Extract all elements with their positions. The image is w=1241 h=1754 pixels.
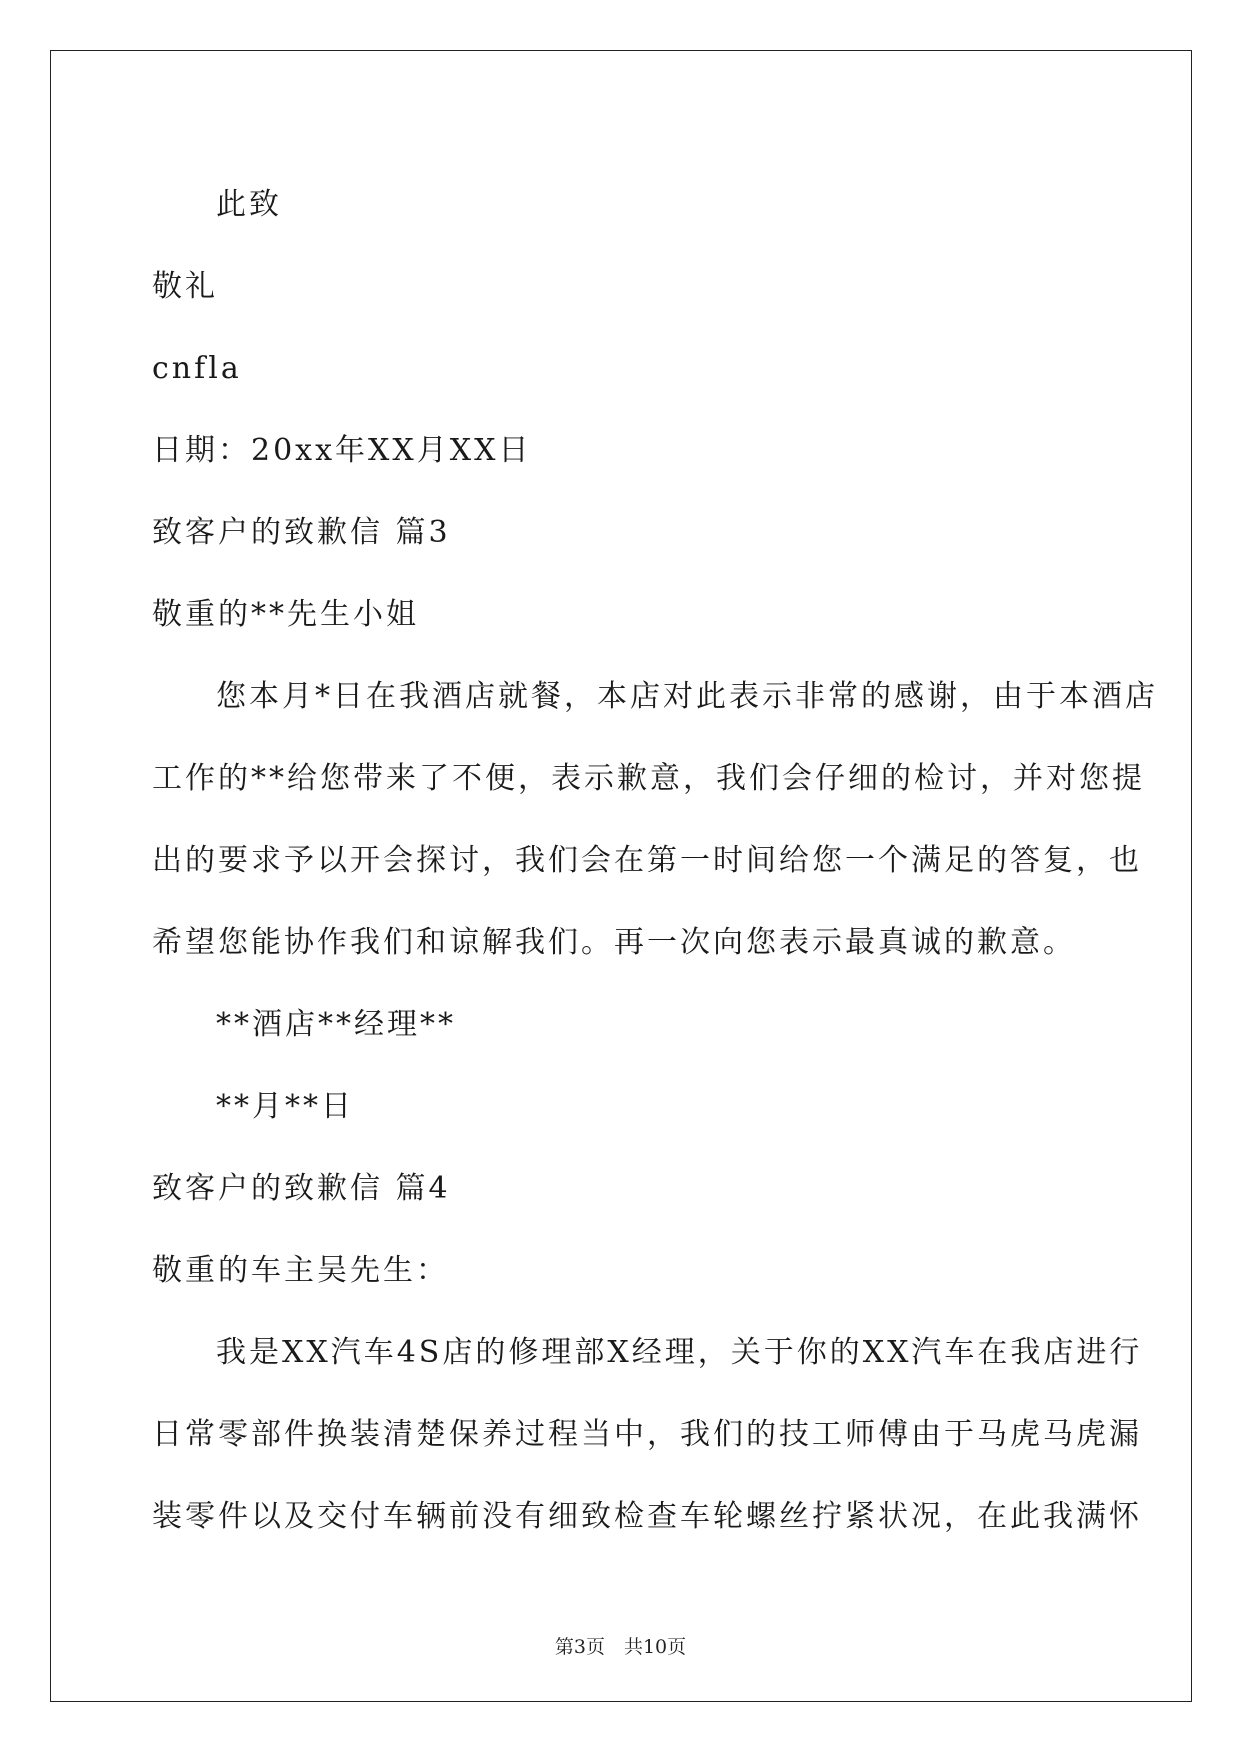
date-3: **月**日: [216, 1089, 354, 1124]
paragraph-4-line: 装零件以及交付车辆前没有细致检查车轮螺丝拧紧状况，在此我满怀: [152, 1499, 1142, 1534]
greeting-4: 敬重的车主吴先生：: [152, 1253, 449, 1288]
paragraph-3-line: 出的要求予以开会探讨，我们会在第一时间给您一个满足的答复，也: [152, 843, 1142, 878]
greeting-3: 敬重的**先生小姐: [152, 597, 419, 632]
letter-body: [152, 164, 1158, 1558]
closing-cizhi: 此致: [216, 187, 282, 222]
paragraph-4-line: 我是XX汽车4S店的修理部X经理，关于你的XX汽车在我店进行: [216, 1335, 1143, 1370]
page-number-footer: 第3页 共10页: [554, 1636, 687, 1658]
paragraph-3: [152, 656, 1158, 984]
section-heading-4: 致客户的致歉信 篇4: [152, 1171, 451, 1206]
paragraph-4: [152, 1312, 1143, 1558]
section-heading-3: 致客户的致歉信 篇3: [152, 515, 451, 550]
sender-name: cnfla: [152, 351, 242, 386]
paragraph-3-line: 希望您能协作我们和谅解我们。再一次向您表示最真诚的歉意。: [152, 925, 1076, 960]
closing-jingli: 敬礼: [152, 269, 218, 304]
signature-3: **酒店**经理**: [216, 1007, 456, 1042]
letter-date: 日期：20xx年XX月XX日: [152, 433, 532, 468]
paragraph-4-line: 日常零部件换装清楚保养过程当中，我们的技工师傅由于马虎马虎漏: [152, 1417, 1142, 1452]
paragraph-3-line: 您本月*日在我酒店就餐，本店对此表示非常的感谢，由于本酒店: [216, 679, 1158, 714]
paragraph-3-line: 工作的**给您带来了不便，表示歉意，我们会仔细的检讨，并对您提: [152, 761, 1145, 796]
